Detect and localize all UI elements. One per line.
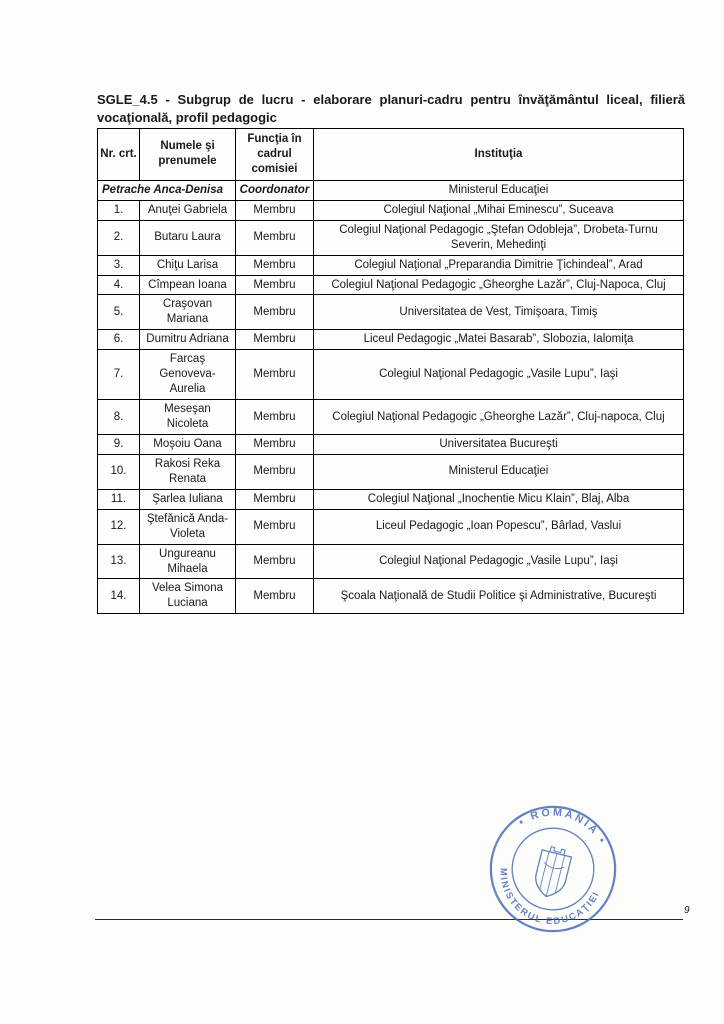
coordinator-name-cell: Petrache Anca-Denisa [98,180,236,200]
name-cell: Meseşan Nicoleta [140,400,236,435]
institution-cell: Colegiul Naţional „Mihai Eminescu”, Suceava [314,200,684,220]
table-row [98,544,684,579]
function-cell: Membru [236,509,314,544]
institution-cell: Colegiul Naţional Pedagogic „Ştefan Odobleja”, Drobeta-Turnu Severin, Mehedinţi [314,220,684,255]
nr-cell: 12. [98,509,140,544]
name-cell: Chiţu Larisa [140,255,236,275]
institution-cell: Universitatea Bucureşti [314,434,684,454]
stamp-coat-of-arms [531,845,572,901]
header-name: Numele şi prenumele [140,129,236,181]
table-row [98,295,684,330]
name-cell: Anuţei Gabriela [140,200,236,220]
name-cell: Velea Simona Luciana [140,579,236,614]
table-row [98,509,684,544]
ministry-stamp [467,783,639,955]
institution-cell: Colegiul Naţional „Inochentie Micu Klain”, Blaj, Alba [314,489,684,509]
name-cell: Ştefănică Anda-Violeta [140,509,236,544]
nr-cell: 5. [98,295,140,330]
table-row [98,579,684,614]
svg-text:MINISTERUL EDUCAŢIEI [488,866,602,938]
stamp-country-text: • ROMÂNIA • [516,806,609,848]
members-table [97,128,684,614]
nr-cell: 3. [98,255,140,275]
table-row [98,275,684,295]
function-cell: Membru [236,454,314,489]
name-cell: Ungureanu Mihaela [140,544,236,579]
institution-cell: Colegiul Naţional Pedagogic „Gheorghe Lazăr”, Cluj-Napoca, Cluj [314,275,684,295]
header-institution: Instituţia [314,129,684,181]
table-row [98,330,684,350]
function-cell: Membru [236,295,314,330]
nr-cell: 8. [98,400,140,435]
function-cell: Membru [236,489,314,509]
name-cell: Cîmpean Ioana [140,275,236,295]
svg-text:• ROMÂNIA • [515,796,615,849]
function-cell: Membru [236,544,314,579]
institution-cell: Ministerul Educaţiei [314,454,684,489]
members-table-body [98,180,684,614]
nr-cell: 6. [98,330,140,350]
function-cell: Membru [236,330,314,350]
function-cell: Membru [236,200,314,220]
nr-cell: 10. [98,454,140,489]
nr-cell: 13. [98,544,140,579]
function-cell: Membru [236,220,314,255]
nr-cell: 7. [98,350,140,400]
table-row [98,434,684,454]
institution-cell: Universitatea de Vest, Timişoara, Timiş [314,295,684,330]
institution-cell: Colegiul Naţional Pedagogic „Vasile Lupu”, Iaşi [314,350,684,400]
function-cell: Membru [236,434,314,454]
table-row [98,220,684,255]
name-cell: Butaru Laura [140,220,236,255]
table-header-row [98,129,684,181]
institution-cell: Liceul Pedagogic „Ioan Popescu”, Bârlad, Vaslui [314,509,684,544]
table-row [98,454,684,489]
name-cell: Şarlea Iuliana [140,489,236,509]
institution-cell: Colegiul Naţional Pedagogic „Gheorghe Lazăr”, Cluj-napoca, Cluj [314,400,684,435]
header-nr: Nr. crt. [98,129,140,181]
stamp-ministry-text: MINISTERUL EDUCAŢIEI [498,867,602,927]
coordinator-institution-cell: Ministerul Educaţiei [314,180,684,200]
table-row [98,200,684,220]
function-cell: Membru [236,275,314,295]
page-number: 9 [684,905,690,916]
name-cell: Dumitru Adriana [140,330,236,350]
table-row [98,489,684,509]
name-cell: Craşovan Mariana [140,295,236,330]
nr-cell: 4. [98,275,140,295]
document-title: SGLE_4.5 - Subgrup de lucru - elaborare planuri-cadru pentru învăţământul liceal, filieră vocaţională, profil pedagogic [97,92,685,125]
table-row [98,400,684,435]
nr-cell: 1. [98,200,140,220]
nr-cell: 2. [98,220,140,255]
nr-cell: 11. [98,489,140,509]
name-cell: Rakosi Reka Renata [140,454,236,489]
function-cell: Membru [236,350,314,400]
institution-cell: Şcoala Naţională de Studii Politice şi Administrative, Bucureşti [314,579,684,614]
function-cell: Membru [236,400,314,435]
function-cell: Membru [236,579,314,614]
coordinator-row [98,180,684,200]
nr-cell: 9. [98,434,140,454]
coordinator-function-cell: Coordonator [236,180,314,200]
institution-cell: Colegiul Naţional „Preparandia Dimitrie Ţichindeal”, Arad [314,255,684,275]
header-function: Funcţia în cadrul comisiei [236,129,314,181]
function-cell: Membru [236,255,314,275]
name-cell: Farcaş Genoveva-Aurelia [140,350,236,400]
nr-cell: 14. [98,579,140,614]
name-cell: Moşoiu Oana [140,434,236,454]
institution-cell: Colegiul Naţional Pedagogic „Vasile Lupu”, Iaşi [314,544,684,579]
institution-cell: Liceul Pedagogic „Matei Basarab”, Slobozia, Ialomiţa [314,330,684,350]
table-row [98,350,684,400]
table-row [98,255,684,275]
